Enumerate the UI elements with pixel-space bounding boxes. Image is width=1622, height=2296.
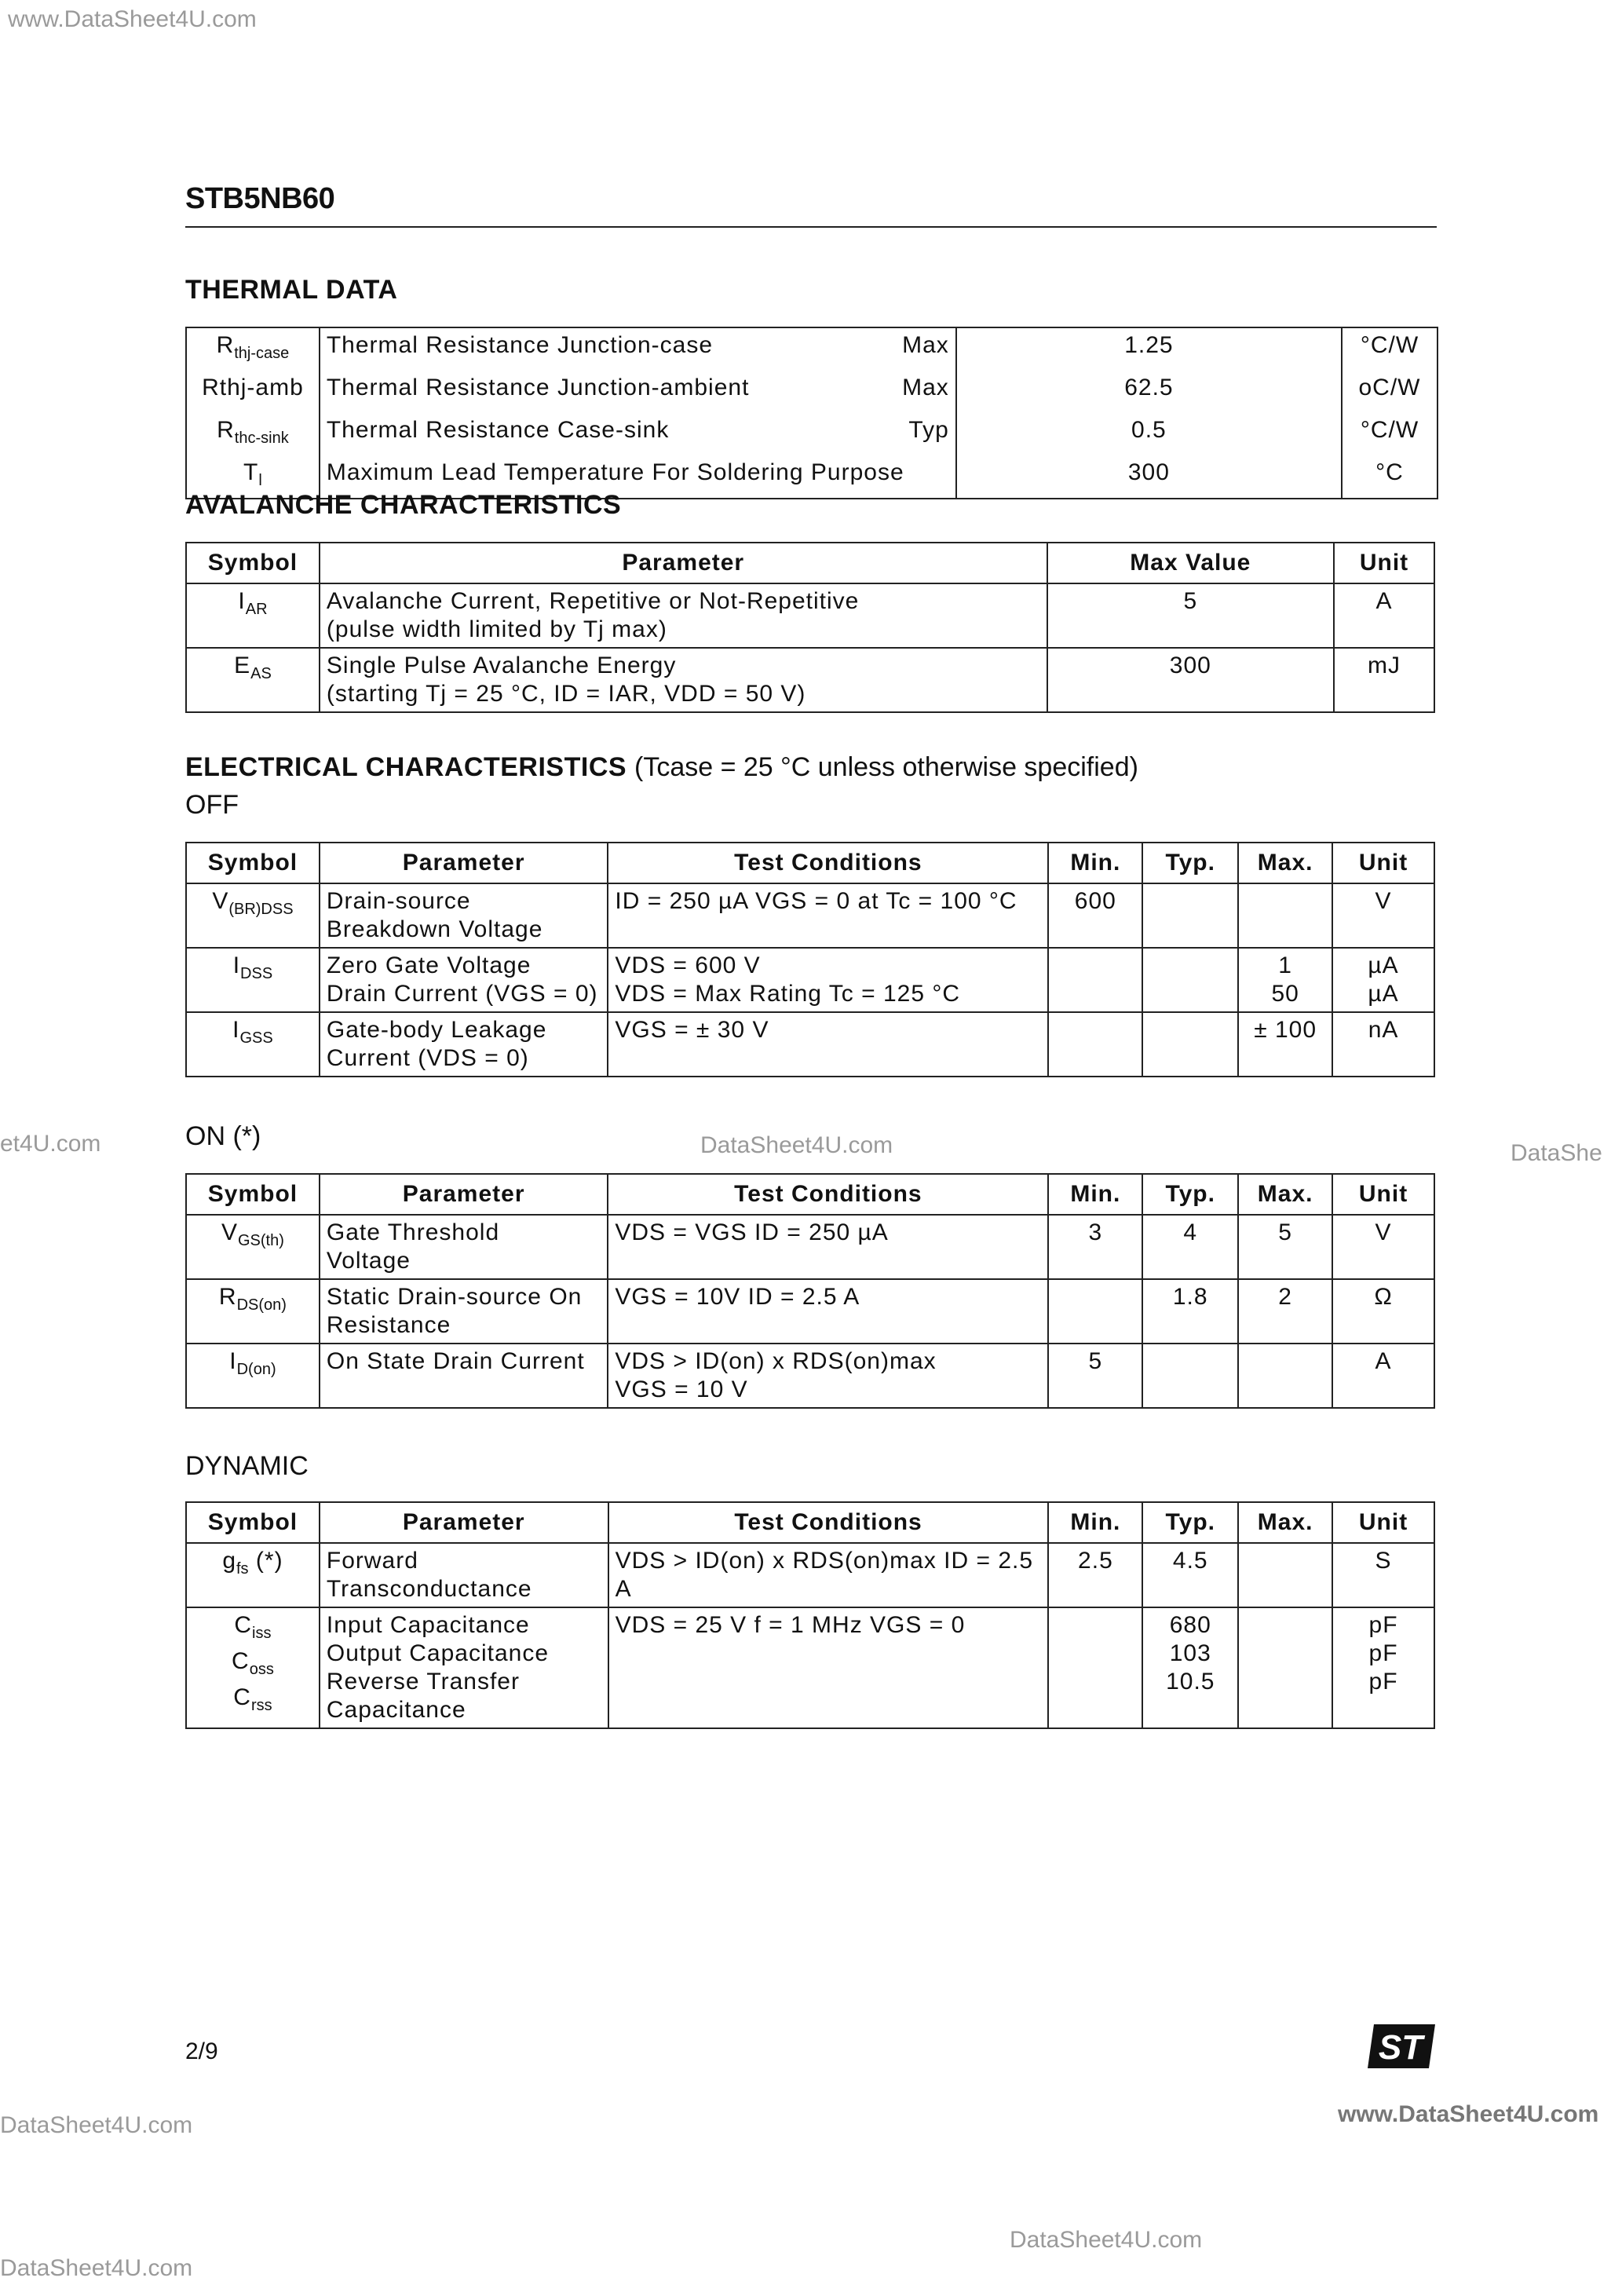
symbol-cell [186,1543,320,1607]
parameter-cell [320,327,956,371]
column-header: Unit [1334,543,1434,583]
column-header: Min. [1048,1174,1142,1215]
parameter-cell [320,648,1047,712]
parameter-text: Thermal Resistance Case-sink [326,417,670,443]
test-conditions-cell [608,1543,1049,1607]
min-cell [1048,1215,1142,1279]
unit-cell-line: pF [1368,1612,1398,1638]
typ-cell [1142,1543,1238,1607]
off-table [185,842,1435,1077]
max-cell [1238,1279,1332,1344]
unit-cell [1332,883,1434,948]
typ-cell [1142,1012,1238,1077]
unit-cell-line: pF [1368,1669,1398,1695]
unit-cell: mJ [1334,648,1434,712]
watermark: DataSheet4U.com [0,2112,193,2138]
parameter-cell [320,1543,608,1607]
max-cell [1238,1543,1332,1607]
watermark: DataSheet4U.com [700,1132,893,1158]
test-conditions-cell-line: VDS = VGS ID = 250 µA [615,1219,889,1245]
watermark: www.DataSheet4U.com [1338,2101,1599,2127]
unit-cell-line: V [1375,888,1392,914]
max-cell [1238,1344,1332,1408]
column-header: Symbol [186,543,320,583]
document-title: STB5NB60 [185,182,335,215]
test-conditions-cell [608,1215,1048,1279]
watermark: www.DataSheet4U.com [8,6,257,32]
watermark: DataSheet4U.com [0,2255,193,2281]
symbol-line [193,1684,312,1720]
typ-cell-line: 1.8 [1172,1284,1208,1310]
unit-cell-line: nA [1368,1017,1399,1043]
watermark: et4U.com [0,1131,101,1157]
symbol-letter: V [212,888,229,914]
column-header: Unit [1332,843,1434,883]
symbol-letter: C [233,1684,251,1710]
parameter-cell [320,1012,608,1077]
table-row [186,1279,1434,1344]
symbol-letter: I [229,1348,237,1374]
table-row [186,1543,1434,1607]
table-row [186,648,1434,712]
avalanche-heading: AVALANCHE CHARACTERISTICS [185,490,622,520]
symbol-letter: I [232,1017,240,1043]
parameter-cell [320,1279,608,1344]
rating-kind: Max [902,332,949,358]
symbol-subscript: l [258,472,262,489]
typ-cell-line: 103 [1169,1640,1211,1666]
min-cell-line: 3 [1088,1219,1103,1245]
value-cell: 1.25 [956,327,1342,371]
avalanche-table [185,542,1435,713]
unit-cell: A [1334,583,1434,648]
column-header: Symbol [186,843,320,883]
parameter-cell-line: Forward [326,1548,418,1574]
unit-cell: °C/W [1342,413,1438,455]
symbol-letter: R [217,417,235,443]
unit-cell [1332,1279,1434,1344]
unit-cell [1332,1543,1434,1607]
symbol-cell [186,1215,320,1279]
unit-cell [1332,1344,1434,1408]
parameter-cell-line: Breakdown Voltage [326,916,543,942]
dynamic-label: DYNAMIC [185,1451,309,1481]
column-header: Test Conditions [608,1502,1049,1543]
header-rule [185,226,1437,228]
parameter-cell [320,583,1047,648]
column-header: Unit [1332,1502,1434,1543]
min-cell [1048,883,1142,948]
symbol-letter: T [243,459,259,485]
symbol-letter: E [234,653,251,678]
symbol-line [193,1611,312,1647]
parameter-cell-line: Gate-body Leakage [326,1017,547,1043]
unit-cell [1332,1012,1434,1077]
typ-cell [1142,1279,1238,1344]
column-header: Symbol [186,1502,320,1543]
parameter-cell [320,1607,608,1728]
rating-kind: Typ [908,417,949,443]
typ-cell-line: 680 [1169,1612,1211,1638]
test-conditions-cell-line: ID = 250 µA VGS = 0 at Tc = 100 °C [615,888,1017,914]
column-header: Parameter [320,843,608,883]
symbol-letter: V [221,1219,238,1245]
thermal-row [186,371,1438,413]
unit-cell [1332,1607,1434,1728]
max-cell-line: 1 [1278,952,1292,978]
min-cell [1048,1607,1142,1728]
column-header: Parameter [320,1502,608,1543]
typ-cell [1142,1344,1238,1408]
test-conditions-cell [608,1012,1048,1077]
unit-cell-line: S [1375,1548,1392,1574]
parameter-cell-line: Reverse Transfer [326,1669,520,1695]
typ-cell [1142,883,1238,948]
test-conditions-cell [608,1607,1049,1728]
parameter-line [327,416,949,444]
parameter-cell [320,948,608,1012]
symbol-suffix: (*) [248,1548,283,1574]
unit-cell-line: Ω [1374,1284,1393,1310]
max-cell [1238,1215,1332,1279]
parameter-cell-line: Voltage [326,1248,411,1274]
symbol-letter: C [232,1648,250,1674]
min-cell [1048,1344,1142,1408]
parameter-line: (pulse width limited by Tj max) [326,616,667,642]
rating-kind: Max [902,375,949,400]
table-row [186,1215,1434,1279]
on-header-row [186,1174,1434,1215]
column-header: Max. [1238,1502,1332,1543]
max-cell-line: 2 [1278,1284,1292,1310]
column-header: Min. [1048,843,1142,883]
watermark: DataShe [1511,1140,1602,1166]
typ-cell-line: 4.5 [1172,1548,1208,1574]
test-conditions-cell [608,883,1048,948]
test-conditions-cell-line: VDS = 25 V f = 1 MHz VGS = 0 [615,1612,966,1638]
symbol-cell [186,1344,320,1408]
test-conditions-cell-line: VDS > ID(on) x RDS(on)max [615,1348,937,1374]
symbol-cell [186,583,320,648]
thermal-heading: THERMAL DATA [185,275,398,305]
symbol-letter: g [222,1548,236,1574]
symbol-subscript: thc-sink [234,430,289,447]
min-cell [1048,1543,1142,1607]
min-cell-line: 2.5 [1078,1548,1113,1574]
symbol-letter: R [216,332,235,358]
min-cell [1048,948,1142,1012]
parameter-cell-line: Capacitance [326,1697,466,1723]
parameter-cell-line: Zero Gate Voltage [326,952,532,978]
symbol-subscript: oss [249,1661,274,1678]
test-conditions-cell [608,1344,1048,1408]
min-cell-line: 5 [1088,1348,1103,1374]
value-cell: 62.5 [956,371,1342,413]
table-row [186,883,1434,948]
value-cell: 5 [1047,583,1335,648]
symbol-subscript: DSS [240,965,273,982]
thermal-table [185,327,1438,499]
max-cell-line: 50 [1271,981,1299,1007]
parameter-cell [320,883,608,948]
parameter-cell-line: Input Capacitance [326,1612,530,1638]
off-label: OFF [185,790,239,820]
st-logo-text: ST [1378,2028,1423,2067]
table-row [186,948,1434,1012]
symbol-subscript: D(on) [236,1361,276,1378]
symbol-subscript: rss [250,1697,272,1714]
column-header: Min. [1048,1502,1142,1543]
table-row [186,1012,1434,1077]
watermark: DataSheet4U.com [1010,2227,1203,2253]
max-cell [1238,1607,1332,1728]
parameter-cell-line: Drain Current (VGS = 0) [326,981,598,1007]
symbol-letter: C [234,1612,253,1638]
page-number: 2/9 [185,2038,218,2064]
column-header: Unit [1332,1174,1434,1215]
typ-cell-line: 10.5 [1166,1669,1215,1695]
symbol-letter: R [218,1284,237,1310]
column-header: Test Conditions [608,1174,1048,1215]
parameter-cell-line: Current (VDS = 0) [326,1045,529,1071]
test-conditions-cell-line: VGS = 10 V [615,1377,748,1402]
symbol-subscript: thj-case [234,345,290,362]
value-cell: 0.5 [956,413,1342,455]
typ-cell [1142,1607,1238,1728]
min-cell-line: 600 [1074,888,1116,914]
value-cell: 300 [956,455,1342,499]
symbol-subscript: GS(th) [238,1232,284,1249]
typ-cell [1142,948,1238,1012]
parameter-line: (starting Tj = 25 °C, ID = IAR, VDD = 50 V) [326,681,806,707]
symbol-subscript: GSS [239,1029,273,1047]
symbol-cell [186,413,320,455]
symbol-cell [186,1012,320,1077]
parameter-cell [320,413,956,455]
parameter-text: Maximum Lead Temperature For Soldering Purpose [326,459,904,485]
parameter-text: Thermal Resistance Junction-ambient [326,375,750,400]
electrical-heading [185,752,1138,783]
parameter-cell [320,371,956,413]
parameter-cell-line: Gate Threshold [326,1219,500,1245]
dynamic-table [185,1501,1435,1729]
value-cell: 300 [1047,648,1335,712]
column-header: Typ. [1142,1174,1238,1215]
parameter-cell-line: Resistance [326,1312,451,1338]
test-conditions-cell-line: VGS = 10V ID = 2.5 A [615,1284,860,1310]
unit-cell: °C [1342,455,1438,499]
dynamic-header-row [186,1502,1434,1543]
column-header: Typ. [1142,843,1238,883]
off-header-row [186,843,1434,883]
unit-cell-line: pF [1368,1640,1398,1666]
symbol-letter: Rthj-amb [202,375,304,400]
unit-cell-line: V [1375,1219,1392,1245]
max-cell [1238,948,1332,1012]
parameter-line [327,331,949,360]
test-conditions-cell-line: VDS = 600 V [615,952,761,978]
st-logo [1368,2024,1435,2072]
parameter-line: Single Pulse Avalanche Energy [326,653,677,678]
test-conditions-cell [608,948,1048,1012]
max-cell-line: 5 [1278,1219,1292,1245]
symbol-cell [186,883,320,948]
electrical-title: ELECTRICAL CHARACTERISTICS [185,752,627,782]
unit-cell [1332,948,1434,1012]
column-header: Max. [1238,1174,1332,1215]
on-label: ON (*) [185,1121,261,1151]
symbol-subscript: DS(on) [236,1296,287,1314]
column-header: Test Conditions [608,843,1048,883]
unit-cell-line: A [1375,1348,1392,1374]
symbol-cell [186,948,320,1012]
column-header: Max. [1238,843,1332,883]
symbol-subscript: fs [236,1560,249,1578]
unit-cell: °C/W [1342,327,1438,371]
symbol-subscript: AR [245,601,268,618]
parameter-line: Avalanche Current, Repetitive or Not-Repetitive [326,588,860,614]
column-header: Parameter [320,1174,608,1215]
column-header: Typ. [1142,1502,1238,1543]
parameter-cell-line: Transconductance [326,1576,532,1602]
symbol-cell [186,648,320,712]
parameter-cell [320,1344,608,1408]
parameter-cell-line: On State Drain Current [326,1348,585,1374]
symbol-subscript: (BR)DSS [228,901,294,918]
thermal-row [186,413,1438,455]
unit-cell [1332,1215,1434,1279]
unit-cell-line: µA [1368,952,1399,978]
thermal-row [186,327,1438,371]
electrical-note: (Tcase = 25 °C unless otherwise specified) [634,752,1138,782]
parameter-cell-line: Drain-source [326,888,471,914]
parameter-cell [320,1215,608,1279]
typ-cell-line: 4 [1183,1219,1198,1245]
table-row [186,1607,1434,1728]
max-cell [1238,883,1332,948]
parameter-cell-line: Output Capacitance [326,1640,550,1666]
max-cell [1238,1012,1332,1077]
symbol-line [193,1647,312,1684]
column-header: Max Value [1047,543,1335,583]
symbol-subscript: AS [250,665,272,682]
parameter-text: Thermal Resistance Junction-case [326,332,714,358]
max-cell-line: ± 100 [1254,1017,1317,1043]
parameter-line [327,374,949,402]
min-cell [1048,1012,1142,1077]
table-row [186,583,1434,648]
symbol-cell [186,327,320,371]
test-conditions-cell-line: VGS = ± 30 V [615,1017,769,1043]
test-conditions-cell-line: VDS = Max Rating Tc = 125 °C [615,981,961,1007]
unit-cell-line: µA [1368,981,1399,1007]
column-header: Symbol [186,1174,320,1215]
symbol-letter: I [232,952,241,978]
symbol-subscript: iss [252,1625,272,1642]
parameter-line [327,459,949,487]
table-row [186,1344,1434,1408]
typ-cell [1142,1215,1238,1279]
unit-cell: oC/W [1342,371,1438,413]
parameter-cell-line: Static Drain-source On [326,1284,583,1310]
symbol-cell [186,1279,320,1344]
column-header: Parameter [320,543,1047,583]
symbol-letter: I [238,588,246,614]
symbol-cell [186,371,320,413]
test-conditions-cell-line: VDS > ID(on) x RDS(on)max ID = 2.5 A [615,1548,1034,1602]
min-cell [1048,1279,1142,1344]
on-table [185,1173,1435,1409]
test-conditions-cell [608,1279,1048,1344]
symbol-cell [186,1607,320,1728]
